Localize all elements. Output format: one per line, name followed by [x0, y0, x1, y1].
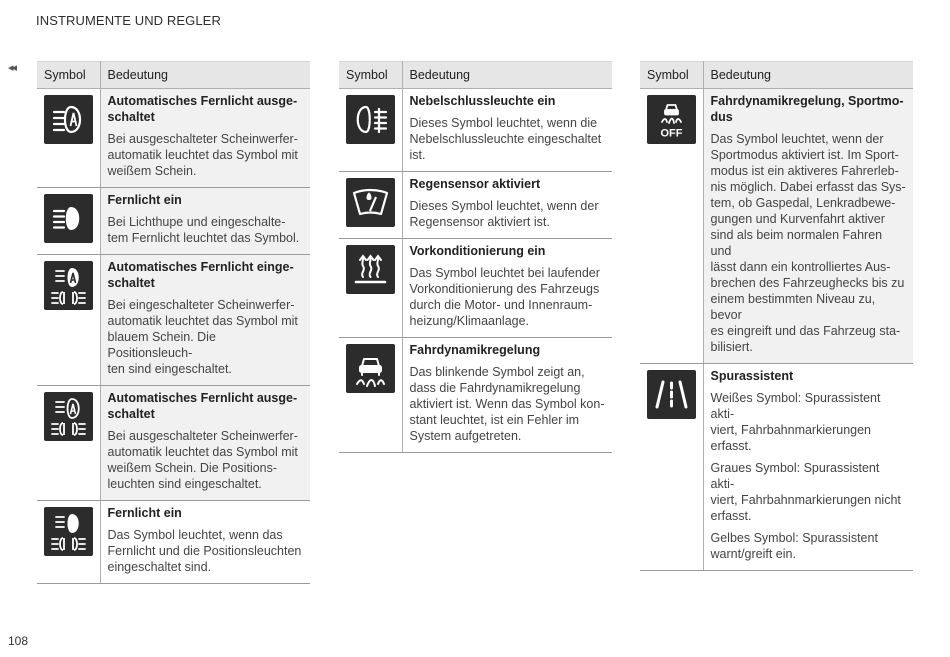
- entry-text: Das Symbol leuchtet, wenn der Sportmodus aktiviert ist. Im Sport- modus ist ein aktiveres Fahrerleb- nis möglich. Dabei erfasst das Sys- tem, ob Gaspedal, Lenkradbewe- gungen und Kurvenfahrt aktiver sind als beim normalen Fahren und lässt dann ein kontrolliertes Aus- brechen des Fahrzeughecks bis zu einem bestimmten Niveau zu, bevor es eingreift und das Fahrzeug sta- bilisiert.: [710, 132, 906, 354]
- page-number: 108: [8, 634, 29, 648]
- table-header-row: [339, 62, 612, 89]
- high-beam-position-lights-icon: [44, 507, 93, 556]
- preconditioning-icon: [346, 245, 395, 294]
- entry-description-cell: [100, 89, 310, 188]
- entry-text: Bei Lichthupe und eingeschalte- tem Fernlicht leuchtet das Symbol.: [107, 215, 300, 245]
- table-row: [37, 188, 310, 255]
- stability-control-off-icon: [647, 95, 696, 144]
- entry-text: Weißes Symbol: Spurassistent akti- viert, Fahrbahnmarkierungen erfasst.: [710, 391, 881, 453]
- symbol-column-header: Symbol: [339, 62, 402, 89]
- auto-high-beam-off-position-lights-icon: [44, 392, 93, 441]
- entry-title: Spurassistent: [710, 369, 794, 383]
- table-header-row: [37, 62, 310, 89]
- symbol-table: [640, 61, 913, 571]
- entry-text: Dieses Symbol leuchtet, wenn die Nebelschlussleuchte eingeschaltet ist.: [409, 116, 602, 162]
- meaning-column-header: Bedeutung: [100, 62, 310, 89]
- symbol-column-header: Symbol: [37, 62, 100, 89]
- symbol-table: [37, 61, 310, 584]
- entry-title: Vorkonditionierung ein: [409, 244, 546, 258]
- table-row: [339, 239, 612, 338]
- lane-assist-icon: [647, 370, 696, 419]
- entry-text: Dieses Symbol leuchtet, wenn der Regensensor aktiviert ist.: [409, 199, 599, 229]
- table-row: [37, 501, 310, 584]
- table-row: [640, 89, 913, 364]
- entry-title: Automatisches Fernlicht ausge- schaltet: [107, 94, 298, 124]
- entry-title: Fahrdynamikregelung: [409, 343, 541, 357]
- entry-text: Gelbes Symbol: Spurassistent warnt/greift ein.: [710, 531, 878, 561]
- entry-title: Regensensor aktiviert: [409, 177, 541, 191]
- symbol-table-column-1: [37, 61, 310, 584]
- page-header-title: INSTRUMENTE UND REGLER: [36, 13, 221, 28]
- table-row: [37, 255, 310, 386]
- rain-sensor-icon: [346, 178, 395, 227]
- table-header-row: [640, 62, 913, 89]
- off-label: OFF: [660, 127, 683, 140]
- auto-high-beam-white-icon: [44, 95, 93, 144]
- entry-title: Automatisches Fernlicht ausge- schaltet: [107, 391, 298, 421]
- table-row: [640, 364, 913, 571]
- entry-title: Automatisches Fernlicht einge- schaltet: [107, 260, 294, 290]
- table-row: [339, 89, 612, 172]
- rear-fog-light-icon: [346, 95, 395, 144]
- meaning-column-header: Bedeutung: [703, 62, 913, 89]
- entry-title: Fernlicht ein: [107, 506, 182, 520]
- entry-title: Fernlicht ein: [107, 193, 182, 207]
- high-beam-icon: [44, 194, 93, 243]
- entry-title: Fahrdynamikregelung, Sportmo- dus: [710, 94, 904, 124]
- stability-control-icon: [346, 344, 395, 393]
- symbol-column-header: Symbol: [640, 62, 703, 89]
- symbol-table-column-3: [640, 61, 913, 571]
- symbol-table-column-2: [339, 61, 612, 453]
- entry-text: Bei ausgeschalteter Scheinwerfer- automatik leuchtet das Symbol mit weißem Schein. Die Positions- leuchten sind eingeschaltet.: [107, 429, 298, 491]
- entry-text: Graues Symbol: Spurassistent akti- viert, Fahrbahnmarkierungen nicht erfasst.: [710, 461, 901, 523]
- entry-text: Bei eingeschalteter Scheinwerfer- automatik leuchtet das Symbol mit blauem Schein. Die Positionsleuch- ten sind eingeschaltet.: [107, 298, 298, 376]
- meaning-column-header: Bedeutung: [402, 62, 612, 89]
- entry-text: Das blinkende Symbol zeigt an, dass die Fahrdynamikregelung aktiviert ist. Wenn das Symbol kon- stant leuchtet, ist ein Fehler im System aufgetreten.: [409, 365, 605, 443]
- auto-high-beam-on-position-lights-icon: [44, 261, 93, 310]
- back-navigation-icon[interactable]: ◂◂: [8, 62, 16, 74]
- entry-title: Nebelschlussleuchte ein: [409, 94, 556, 108]
- symbol-table: [339, 61, 612, 453]
- entry-text: Das Symbol leuchtet, wenn das Fernlicht und die Positionsleuchten eingeschaltet sind.: [107, 528, 302, 574]
- table-row: [37, 89, 310, 188]
- table-row: [37, 386, 310, 501]
- table-row: [339, 172, 612, 239]
- table-row: [339, 338, 612, 453]
- entry-text: Bei ausgeschalteter Scheinwerfer- automatik leuchtet das Symbol mit weißem Schein.: [107, 132, 298, 178]
- entry-text: Das Symbol leuchtet bei laufender Vorkonditionierung des Fahrzeugs durch die Motor- und Innenraum- heizung/Klimaanlage.: [409, 266, 600, 328]
